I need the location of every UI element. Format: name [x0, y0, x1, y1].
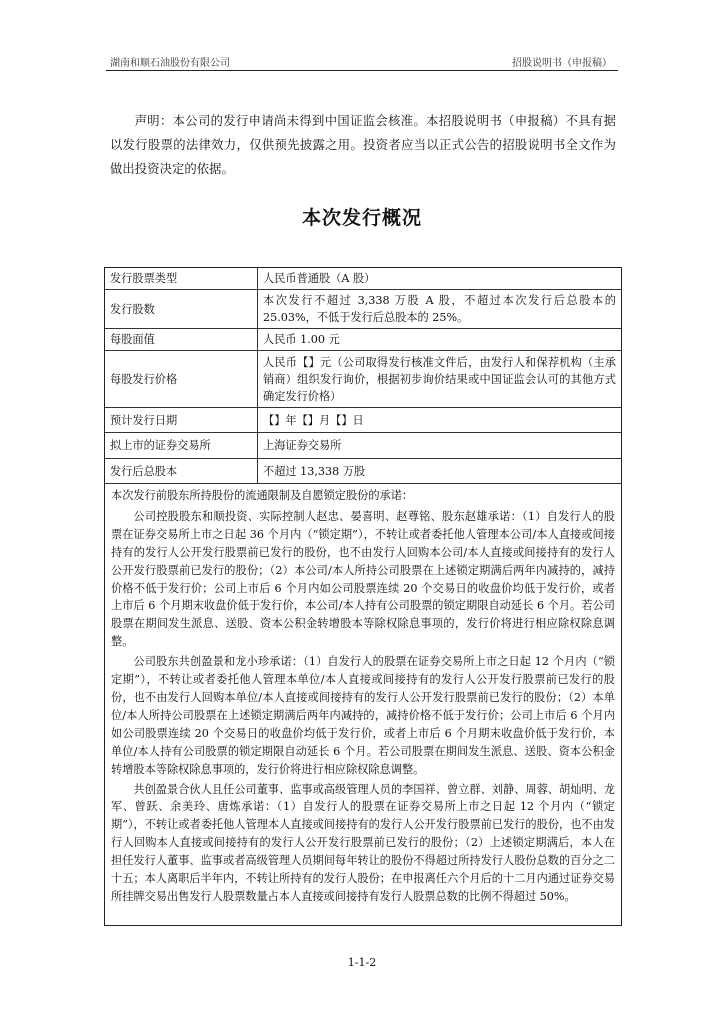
table-row: [105, 459, 621, 484]
row-label: 预计发行日期: [105, 408, 258, 433]
row-value: 上海证券交易所: [258, 433, 622, 459]
lockup-paragraph: 公司控股股东和顺投资、实际控制人赵忠、晏喜明、赵尊铭、股东赵雄承诺：（1）自发行人的股票在证券交易所上市之日起 36 个月内（“锁定期”），不转让或者委托他人管理本公司/本人直接或间接持有的发行人公开发行股票前已发行的股份，也不由发行人回购本公司/本人直接或间接持有的发行人公开发行股票前已发行的股份；（2）本公司/本人所持公司股票在上述锁定期满后两年内减持的，减持价格不低于发行价；公司上市后 6 个月内如公司股票连续 20 个交易日的收盘价均低于发行价，或者上市后 6 个月期末收盘价低于发行价，本公司/本人持有公司股票的锁定期限自动延长 6 个月。若公司股票在期间发生派息、送股、资本公积金转增股本等除权除息事项的，发行价将进行相应除权除息调整。: [111, 509, 615, 649]
page-title: 本次发行概况: [301, 207, 422, 229]
row-label: 拟上市的证券交易所: [105, 433, 258, 459]
row-value: 人民币 1.00 元: [258, 329, 622, 351]
header-document-type: 招股说明书（申报稿）: [512, 58, 612, 69]
row-value: 人民币【】元（公司取得发行核准文件后，由发行人和保荐机构（主承销商）组织发行询价，根据初步询价结果或中国证监会认可的其他方式确定发行价格）: [258, 351, 622, 408]
row-value: 不超过 13,338 万股: [258, 459, 622, 484]
issuance-overview-box: [104, 267, 622, 926]
row-label: 发行股数: [105, 290, 258, 329]
page-header: [106, 54, 618, 70]
lockup-commitments: [105, 484, 621, 906]
table-row: [105, 290, 621, 329]
table-row: [105, 268, 621, 290]
page-number: 1-1-2: [347, 956, 377, 969]
table-row: [105, 433, 621, 459]
table-row: [105, 351, 621, 408]
header-company-name: 湖南和顺石油股份有限公司: [110, 58, 230, 69]
issuance-overview-table: [105, 268, 621, 484]
row-label: 每股发行价格: [105, 351, 258, 408]
disclaimer-statement: 声明：本公司的发行申请尚未得到中国证监会核准。本招股说明书（申报稿）不具有据以发行股票的法律效力，仅供预先披露之用。投资者应当以正式公告的招股说明书全文作为做出投资决定的依据。: [110, 114, 616, 176]
lockup-heading: 本次发行前股东所持股份的流通限制及自愿锁定股份的承诺：: [111, 489, 414, 502]
lockup-paragraph: 共创盈景合伙人且任公司董事、监事或高级管理人员的李国祥、曾立群、刘静、周蓉、胡灿明、龙军、曾跃、余美玲、唐炼承诺：（1）自发行人的股票在证券交易所上市之日起 12 个月内（“锁定期”），不转让或者委托他人管理本人直接或间接持有的发行人公开发行股票前已发行的股份，也不由发行人回购本人直接或间接持有的发行人公开发行股票前已发行的股份；（2）上述锁定期满后，本人在担任发行人董事、监事或者高级管理人员期间每年转让的股份不得超过所持发行人股份总数的百分之二十五；本人离职后半年内，不转让所持有的发行人股份；在申报离任六个月后的十二月内通过证券交易所挂牌交易出售发行人股票数量占本人直接或间接持有发行人股票总数的比例不得超过 50%。: [111, 782, 615, 903]
row-label: 发行股票类型: [105, 268, 258, 290]
row-label: 每股面值: [105, 329, 258, 351]
row-label: 发行后总股本: [105, 459, 258, 484]
row-value: 人民币普通股（A 股）: [258, 268, 622, 290]
table-row: [105, 408, 621, 433]
header-divider: [106, 70, 618, 71]
row-value: 【】年【】月【】日: [258, 408, 622, 433]
table-row: [105, 329, 621, 351]
row-value: 本次发行不超过 3,338 万股 A 股，不超过本次发行后总股本的 25.03%，不低于发行后总股本的 25%。: [258, 290, 622, 329]
lockup-paragraph: 公司股东共创盈景和龙小珍承诺：（1）自发行人的股票在证券交易所上市之日起 12 个月内（“锁定期”），不转让或者委托他人管理本单位/本人直接或间接持有的发行人公开发行股票前已发行的股份，也不由发行人回购本单位/本人直接或间接持有的发行人公开发行股票前已发行的股份；（2）本单位/本人所持公司股票在上述锁定期满后两年内减持的，减持价格不低于发行价；公司上市后 6 个月内如公司股票连续 20 个交易日的收盘价均低于发行价，或者上市后 6 个月期末收盘价低于发行价，本单位/本人持有公司股票的锁定期限自动延长 6 个月。若公司股票在期间发生派息、送股、资本公积金转增股本等除权除息事项的，发行价将进行相应除权除息调整。: [111, 655, 615, 776]
